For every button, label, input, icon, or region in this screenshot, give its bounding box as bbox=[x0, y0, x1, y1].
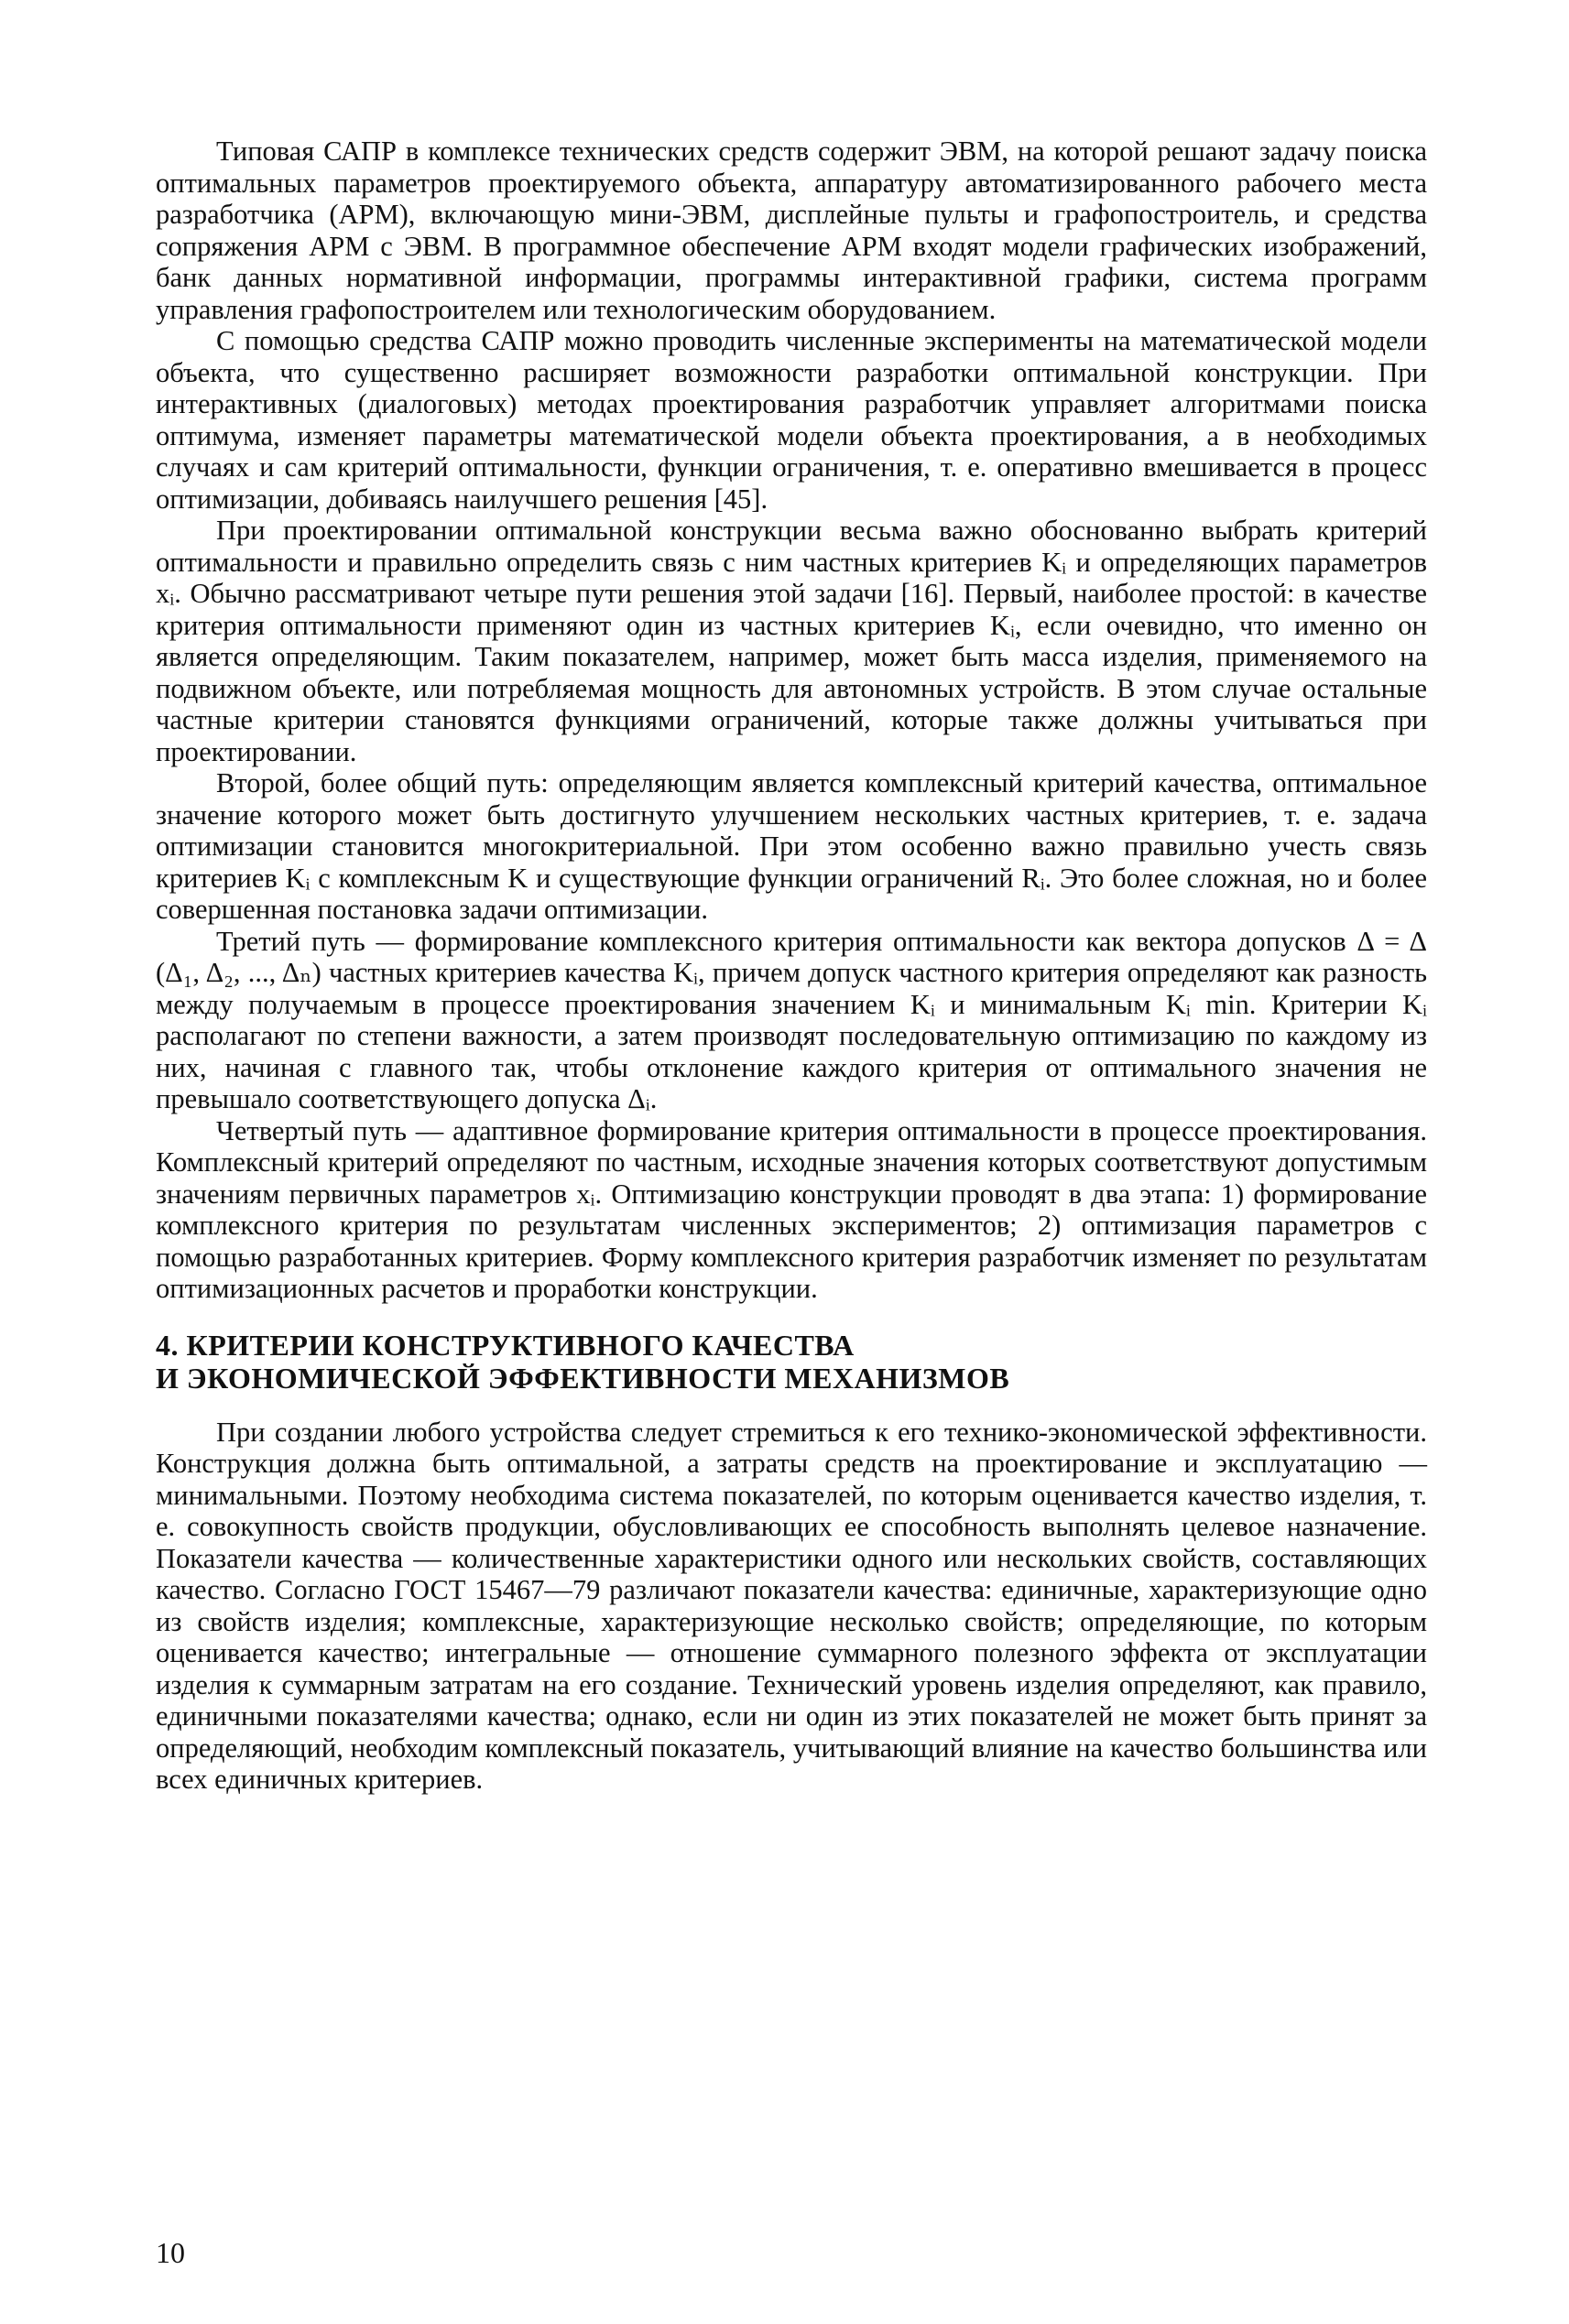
section-heading-line-1: 4. КРИТЕРИИ КОНСТРУКТИВНОГО КАЧЕСТВА bbox=[156, 1328, 855, 1362]
paragraph-criteria-first-way: При проектировании оптимальной конструкции весьма важно обоснованно выбрать критерий оптимальности и правильно определить связь с ним частных критериев Kᵢ и определяющих параметров xᵢ. Обычно рассматривают четыре пути решения этой задачи [16]. Первый, наиболее простой: в качестве критерия оптимальности применяют один из частных критериев Kᵢ, если очевидно, что именно он является определяющим. Таким показателем, например, может быть масса изделия, применяемого на подвижном объекте, или потребляемая мощность для автономных устройств. В этом случае остальные частные критерии становятся функциями ограничений, которые также должны учитываться при проектировании. bbox=[156, 515, 1427, 767]
paragraph-numerical-experiments: С помощью средства САПР можно проводить численные эксперименты на математической модели объекта, что существенно расширяет возможности разработки оптимальной конструкции. При интерактивных (диалоговых) методах проектирования разработчик управляет алгоритмами поиска оптимума, изменяет параметры математической модели объекта проектирования, а в необходимых случаях и сам критерий оптимальности, функции ограничения, т. е. оперативно вмешивается в процесс оптимизации, добиваясь наилучшего решения [45]. bbox=[156, 325, 1427, 515]
paragraph-criteria-third-way: Третий путь — формирование комплексного критерия оптимальности как вектора допусков Δ = Δ (Δ₁, Δ₂, ..., Δₙ) частных критериев качества Kᵢ, причем допуск частного критерия определяют как разность между получаемым в процессе проектирования значением Kᵢ и минимальным Kᵢ min. Критерии Kᵢ располагают по степени важности, а затем производят последовательную оптимизацию по каждому из них, начиная с главного так, чтобы отклонение каждого критерия от оптимального значения не превышало соответствующего допуска Δᵢ. bbox=[156, 925, 1427, 1114]
section-heading bbox=[156, 1329, 1427, 1395]
paragraph-quality-indicators: При создании любого устройства следует стремиться к его технико-экономической эффективности. Конструкция должна быть оптимальной, а затраты средств на проектирование и эксплуатацию — минимальными. Поэтому необходима система показателей, по которым оценивается качество изделия, т. е. совокупность свойств продукции, обусловливающих ее способность выполнять целевое назначение. Показатели качества — количественные характеристики одного или нескольких свойств, составляющих качество. Согласно ГОСТ 15467—79 различают показатели качества: единичные, характеризующие одно из свойств изделия; комплексные, характеризующие несколько свойств; определяющие, по которым оценивается качество; интегральные — отношение суммарного полезного эффекта от эксплуатации изделия к суммарным затратам на его создание. Технический уровень изделия определяют, как правило, единичными показателями качества; однако, если ни один из этих показателей не может быть принят за определяющий, необходим комплексный показатель, учитывающий влияние на качество большинства или всех единичных критериев. bbox=[156, 1416, 1427, 1795]
paragraph-cad-system: Типовая САПР в комплексе технических средств содержит ЭВМ, на которой решают задачу поиска оптимальных параметров проектируемого объекта, аппаратуру автоматизированного рабочего места разработчика (АРМ), включающую мини-ЭВМ, дисплейные пульты и графопостроитель, и средства сопряжения АРМ с ЭВМ. В программное обеспечение АРМ входят модели графических изображений, банк данных нормативной информации, программы интерактивной графики, система программ управления графопостроителем или технологическим оборудованием. bbox=[156, 136, 1427, 325]
section-heading-line-2: И ЭКОНОМИЧЕСКОЙ ЭФФЕКТИВНОСТИ МЕХАНИЗМОВ bbox=[156, 1361, 1010, 1395]
page-body bbox=[156, 136, 1427, 1796]
paragraph-criteria-second-way: Второй, более общий путь: определяющим является комплексный критерий качества, оптимальное значение которого может быть достигнуто улучшением нескольких частных критериев, т. е. задача оптимизации становится многокритериальной. При этом особенно важно правильно учесть связь критериев Kᵢ с комплексным K и существующие функции ограничений Rᵢ. Это более сложная, но и более совершенная постановка задачи оптимизации. bbox=[156, 767, 1427, 925]
page-number: 10 bbox=[156, 2236, 185, 2269]
paragraph-criteria-fourth-way: Четвертый путь — адаптивное формирование критерия оптимальности в процессе проектирования. Комплексный критерий определяют по частным, исходные значения которых соответствуют допустимым значениям первичных параметров xᵢ. Оптимизацию конструкции проводят в два этапа: 1) формирование комплексного критерия по результатам численных экспериментов; 2) оптимизация параметров с помощью разработанных критериев. Форму комплексного критерия разработчик изменяет по результатам оптимизационных расчетов и проработки конструкции. bbox=[156, 1114, 1427, 1304]
